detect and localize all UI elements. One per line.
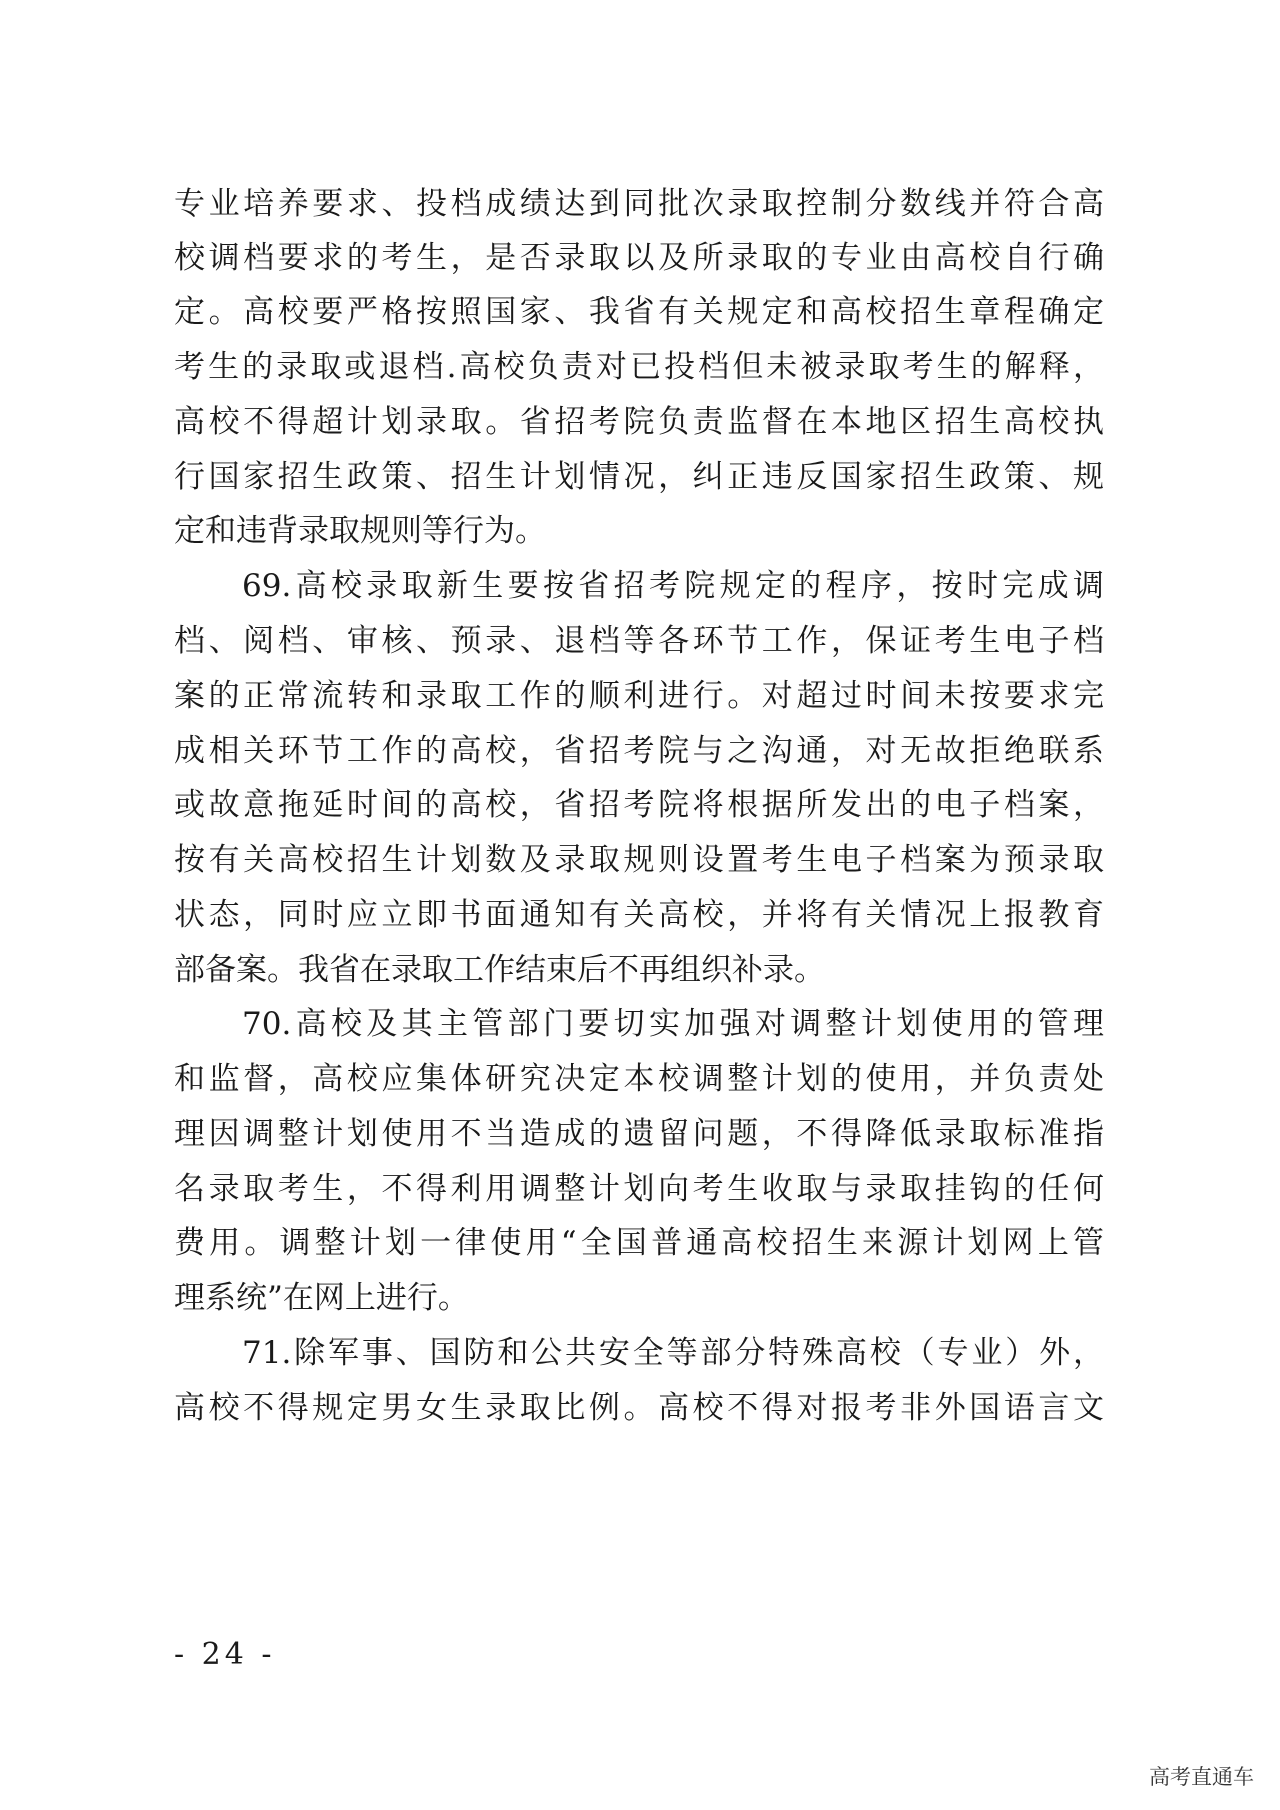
text-line: 案的正常流转和录取工作的顺利进行。对超过时间未按要求完: [174, 678, 1104, 714]
text-line: 费用。调整计划一律使用“全国普通高校招生来源计划网上管: [174, 1225, 1104, 1261]
text-line: 校调档要求的考生，是否录取以及所录取的专业由高校自行确: [174, 240, 1104, 276]
text-line: 理因调整计划使用不当造成的遗留问题，不得降低录取标准指: [174, 1116, 1104, 1152]
text-line: 高校不得规定男女生录取比例。高校不得对报考非外国语言文: [174, 1390, 1104, 1426]
text-line: 名录取考生，不得利用调整计划向考生收取与录取挂钩的任何: [174, 1171, 1104, 1207]
text-line: 状态，同时应立即书面通知有关高校，并将有关情况上报教育: [174, 897, 1104, 933]
text-line: 定。高校要严格按照国家、我省有关规定和高校招生章程确定: [174, 294, 1104, 330]
text-line: 考生的录取或退档.高校负责对已投档但未被录取考生的解释，: [174, 349, 1104, 385]
page-number: - 24 -: [174, 1637, 276, 1672]
text-line: 或故意拖延时间的高校，省招考院将根据所发出的电子档案，: [174, 787, 1104, 823]
text-line: 理系统”在网上进行。: [174, 1280, 469, 1316]
paragraph-71-first-line: 71.除军事、国防和公共安全等部分特殊高校（专业）外，: [242, 1335, 1104, 1371]
text-line: 成相关环节工作的高校，省招考院与之沟通，对无故拒绝联系: [174, 733, 1104, 769]
paragraph-69-first-line: 69.高校录取新生要按省招考院规定的程序，按时完成调: [242, 568, 1104, 604]
text-line: 部备案。我省在录取工作结束后不再组织补录。: [174, 952, 825, 988]
text-line: 档、阅档、审核、预录、退档等各环节工作，保证考生电子档: [174, 623, 1104, 659]
text-line: 定和违背录取规则等行为。: [174, 513, 546, 549]
text-line: 按有关高校招生计划数及录取规则设置考生电子档案为预录取: [174, 842, 1104, 878]
text-line: 和监督，高校应集体研究决定本校调整计划的使用，并负责处: [174, 1061, 1104, 1097]
text-line: 行国家招生政策、招生计划情况，纠正违反国家招生政策、规: [174, 459, 1104, 495]
text-line: 专业培养要求、投档成绩达到同批次录取控制分数线并符合高: [174, 186, 1104, 222]
text-line: 高校不得超计划录取。省招考院负责监督在本地区招生高校执: [174, 404, 1104, 440]
watermark-label: 高考直通车: [1149, 1765, 1254, 1789]
paragraph-70-first-line: 70.高校及其主管部门要切实加强对调整计划使用的管理: [242, 1006, 1104, 1042]
